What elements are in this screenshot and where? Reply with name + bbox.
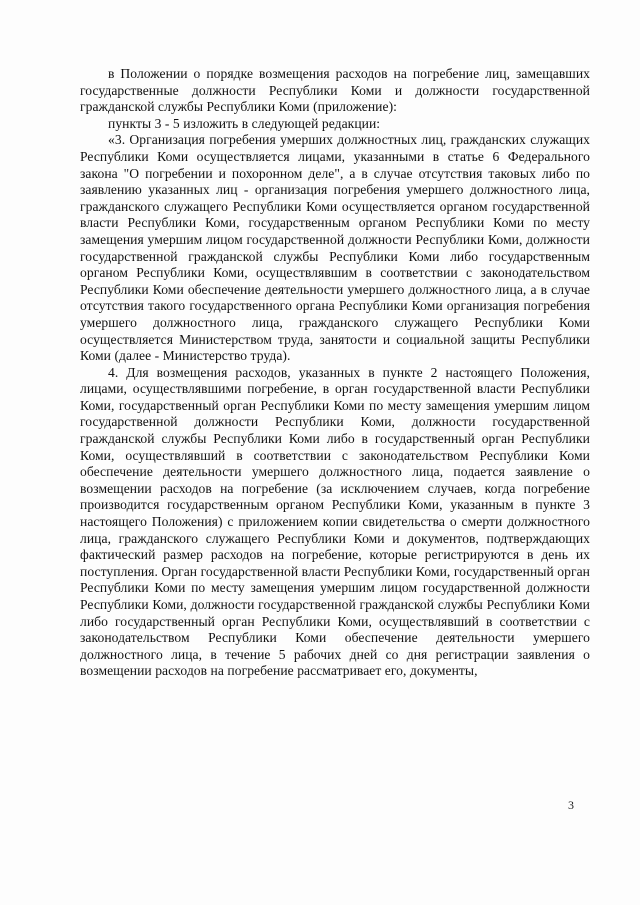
paragraph-intro: в Положении о порядке возмещения расходов на погребение лиц, замещавших государственные должности Республики Коми и должности государственной гражданской службы Республики Коми (приложение): bbox=[80, 66, 590, 115]
paragraph-clause-4: 4. Для возмещения расходов, указанных в пункте 2 настоящего Положения, лицами, осуществлявшими погребение, в орган государственной власти Республики Коми, государственный орган Республики Коми по месту замещения умершим лицом государственной должности Республики Коми, должности государственной гражданской службы Республики Коми либо в государственный орган Республики Коми, осуществлявший в соответствии с законодательством Республики Коми обеспечение деятельности умершего должностного лица, подается заявление о возмещении расходов на погребение (за исключением случаев, когда погребение производится государственным органом Республики Коми, указанным в пункте 3 настоящего Положения) с приложением копии свидетельства о смерти должностного лица, гражданского служащего Республики Коми и документов, подтверждающих фактический размер расходов на погребение, которые регистрируются в день их поступления. Орган государственной власти Республики Коми, государственный орган Республики Коми по месту замещения умершим лицом государственной должности Республики Коми, должности государственной гражданской службы Республики Коми либо государственный орган Республики Коми, осуществлявший в соответствии с законодательством Республики Коми обеспечение деятельности умершего должностного лица, в течение 5 рабочих дней со дня регистрации заявления о возмещении расходов на погребение рассматривает его, документы, bbox=[80, 364, 590, 679]
page-number: 3 bbox=[568, 798, 574, 812]
document-body bbox=[80, 66, 590, 680]
paragraph-clause-3: «3. Организация погребения умерших должностных лиц, гражданских служащих Республики Коми осуществляется лицами, указанными в статье 6 Федерального закона "О погребении и похоронном деле", а в случае отсутствия таковых либо по заявлению указанных лиц - организация погребения умершего должностного лица, гражданского служащего Республики Коми осуществляется органом государственной власти Республики Коми, государственным органом Республики Коми по месту замещения умершим лицом государственной должности Республики Коми, должности государственной гражданской службы Республики Коми либо государственным органом Республики Коми, осуществлявшим в соответствии с законодательством Республики Коми обеспечение деятельности умершего должностного лица, а в случае отсутствия такого государственного органа Республики Коми организация погребения умершего должностного лица, гражданского служащего Республики Коми осуществляется Министерством труда, занятости и социальной защиты Республики Коми (далее - Министерство труда). bbox=[80, 132, 590, 364]
paragraph-amendment-instruction: пункты 3 - 5 изложить в следующей редакции: bbox=[108, 115, 381, 131]
